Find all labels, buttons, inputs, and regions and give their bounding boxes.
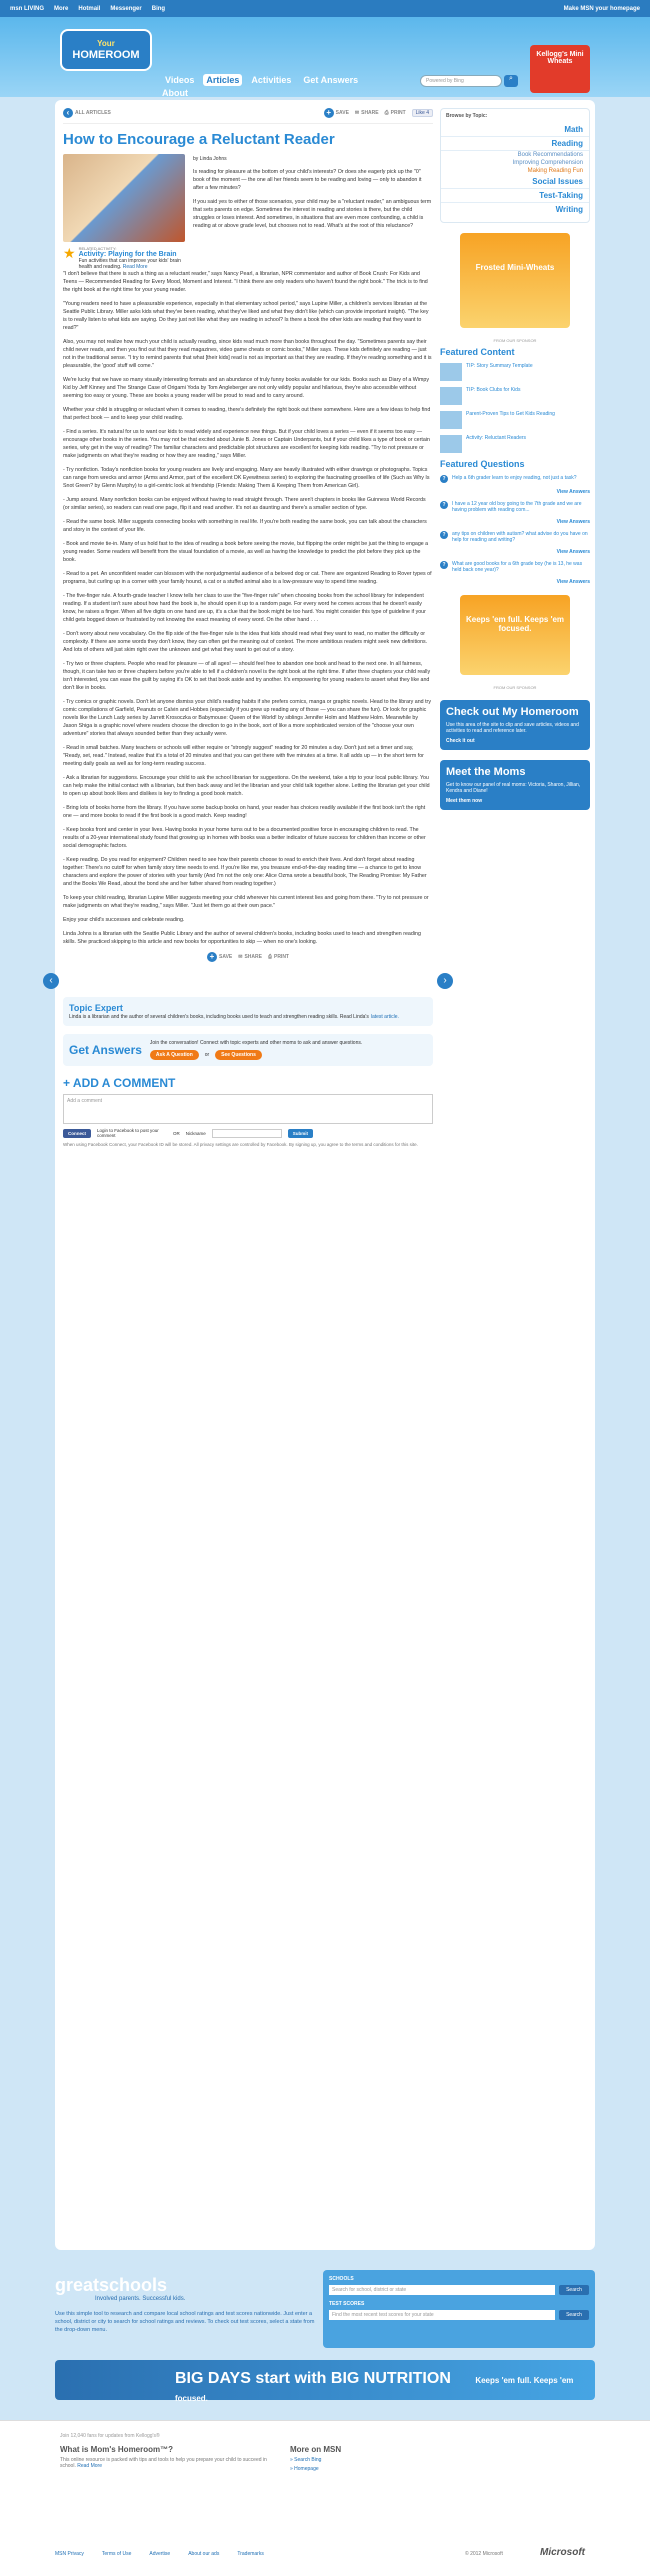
- featured-questions-heading: Featured Questions: [440, 459, 525, 469]
- featured-item[interactable]: [440, 363, 590, 381]
- nickname-label: Nickname: [185, 1130, 206, 1136]
- privacy-link[interactable]: MSN Privacy: [55, 2551, 84, 2557]
- like-count: 4: [426, 110, 429, 116]
- test-scores-select[interactable]: Find the most recent test scores for your state: [329, 2310, 555, 2320]
- main-nav: [162, 74, 361, 86]
- all-articles-link[interactable]: [63, 108, 111, 118]
- related-activity: [63, 246, 185, 270]
- browse-heading: Browse by Topic:: [446, 113, 488, 119]
- featured-thumbnail: [440, 435, 462, 453]
- featured-item-label: Activity: Reluctant Readers: [466, 435, 527, 441]
- what-is-title: What is Mom's Homeroom™?: [60, 2445, 174, 2454]
- article-paragraph: Is reading for pleasure at the bottom of your child's interests? Or does she eagerly pick up the "0" book of the moment — the one all her friends seem to be reading and loving — only to abandon it after a few minutes?: [193, 169, 422, 191]
- question-item[interactable]: [440, 475, 590, 483]
- article-paragraph: - Bring lots of books home from the library. If you have some backup books on hand, your reader has choices readily available if the first book isn't the right one — and more books to read if the first book is a good match. Keep reading!: [63, 805, 426, 819]
- article-paragraph: - Read to a pet. An unconfident reader can blossom with the nonjudgmental audience of a beloved dog or cat. There are organized Reading to Rover types of programs, but curling up in a corner with your family hound, a cat or a stuffed animal also is a low-pressure way to spend time reading.: [63, 571, 432, 585]
- share-icon: ✉: [354, 110, 360, 116]
- get-answers-heading: Get Answers: [69, 1043, 142, 1057]
- question-icon: ?: [440, 561, 448, 569]
- question-text: Help a 6th grader learn to enjoy reading, not just a task?: [452, 475, 577, 481]
- featured-item[interactable]: [440, 435, 590, 453]
- topic-expert-title: Topic Expert: [69, 1003, 123, 1013]
- prev-article-button[interactable]: ‹: [43, 973, 59, 989]
- get-answers-box: [63, 1034, 433, 1066]
- article-paragraph: - Try two or three chapters. People who read for pleasure — of all ages! — should feel free to abandon one book and head to the next one. In all fairness, though, it can take two or three chapters before you're able to tell if a children's novel is the right book at the right time. If after three chapters your child really isn't interested, you can ease the guilt by saying it's OK to set that book aside and try another. It's empowering for young readers to assert what they like and don't like in books.: [63, 661, 431, 691]
- question-icon: ?: [440, 531, 448, 539]
- like-label: Like: [415, 110, 425, 116]
- footer-links: [55, 2551, 264, 2557]
- schools-row: [329, 2285, 589, 2295]
- article-paragraph: "Young readers need to have a pleasurable experience, especially in that elementary school period," says Lupine Miller, a children's services librarian at the Seattle Public Library. Miller asks kids what they've been reading, what they've liked and what they didn't like (which can provide important insight). "The key is to really listen to what kids are saying. Do they just not like what they are reading in school? Is there a book the other kids are reading that they want to read?": [63, 301, 429, 331]
- school-search-button[interactable]: Search: [559, 2285, 589, 2295]
- or-text: OR: [173, 1130, 180, 1136]
- or-text: or: [204, 1052, 210, 1058]
- expert-latest-article-link[interactable]: latest article.: [370, 1014, 399, 1020]
- homepage-link[interactable]: » Homepage: [290, 2466, 319, 2472]
- subtopic-book-recommendations[interactable]: Book Recommendations: [517, 152, 583, 158]
- save-label: SAVE: [335, 110, 349, 116]
- copyright: © 2012 Microsoft: [465, 2551, 503, 2557]
- meet-moms-text: Get to know our panel of real moms: Victoria, Sharon, Jillian, Kendra and Diane!: [446, 782, 581, 794]
- plus-icon: +: [207, 952, 217, 962]
- article-paragraph: - Book and movie tie-in. Many of us hold fast to the idea of reading a book before seeing the movie, but flipping the order might be just the thing to engage a young reader. Some readers will benefit from the visual foundation of a movie, as well as having the knowledge to predict the plot before they pick up the book.: [63, 541, 429, 563]
- get-answers-text: Join the conversation! Connect with topic experts and other moms to ask and answer questions.: [149, 1040, 363, 1046]
- microsoft-logo: Microsoft: [540, 2547, 585, 2558]
- share-button[interactable]: [355, 110, 379, 116]
- topic-math[interactable]: Math: [441, 123, 589, 137]
- mother-daughter-reading-image: [63, 154, 185, 242]
- related-label: RELATED ACTIVITY:: [78, 246, 117, 251]
- facebook-login-text: Login to Facebook to post your comment: [97, 1128, 159, 1138]
- subtopic-making-reading-fun[interactable]: Making Reading Fun: [527, 168, 583, 174]
- make-homepage-link[interactable]: Make MSN your homepage: [563, 5, 640, 12]
- topic-writing[interactable]: Writing: [555, 205, 583, 214]
- my-homeroom-box: [440, 700, 590, 750]
- nickname-input[interactable]: [212, 1129, 282, 1138]
- article-title: How to Encourage a Reluctant Reader: [63, 131, 335, 148]
- search-icon[interactable]: ⌕: [504, 75, 518, 87]
- question-icon: ?: [440, 501, 448, 509]
- byline: by Linda Johns: [193, 156, 227, 162]
- greatschools-logo[interactable]: greatschools: [55, 2275, 168, 2295]
- facebook-connect-button[interactable]: Connect: [63, 1129, 91, 1138]
- featured-item[interactable]: [440, 387, 590, 405]
- article-paragraph: - Don't worry about new vocabulary. On the flip side of the five-finger rule is the idea that kids should read what they want to read, no matter the difficulty or complexity. If there are some words they don't know, they can often get the meaning out of context. The more ambitious readers might seek new definitions. And lots of others will just skim right over the unknown and get what they want to get out of a story.: [63, 631, 428, 653]
- comment-note: When using Facebook Connect, your Facebook ID will be stored. All privacy settings are controlled by Facebook. By signing up, you agree to the terms and conditions for this site.: [63, 1142, 418, 1147]
- featured-item-label: TIP: Story Summary Template: [466, 363, 533, 369]
- meet-the-moms-box: [440, 760, 590, 810]
- about-ads-link[interactable]: About our ads: [188, 2551, 220, 2557]
- add-comment-title: ADD A COMMENT: [72, 1076, 176, 1090]
- article-body: [63, 270, 433, 946]
- featured-item-label: Parent-Proven Tips to Get Kids Reading: [466, 411, 555, 417]
- next-article-button[interactable]: ›: [437, 973, 453, 989]
- share-label: SHARE: [361, 110, 379, 116]
- topbar-link-hotmail[interactable]: Hotmail: [78, 5, 101, 12]
- what-is-text: [60, 2457, 280, 2469]
- view-answers-link[interactable]: View Answers: [556, 579, 590, 585]
- greatschools-description: Use this simple tool to research and compare local school ratings and test scores nationwide. Just enter a school, district or city to search for school ratings and reviews. To check out test scores, select a state from the drop-down menu.: [55, 2311, 315, 2333]
- trademarks-link[interactable]: Trademarks: [237, 2551, 264, 2557]
- view-answers-link[interactable]: View Answers: [556, 549, 590, 555]
- topic-expert-box: [63, 997, 433, 1026]
- featured-thumbnail: [440, 363, 462, 381]
- question-item[interactable]: [440, 531, 590, 543]
- print-icon: ⎙: [267, 954, 272, 960]
- featured-item-label: TIP: Book Clubs for Kids: [466, 387, 521, 393]
- view-answers-link[interactable]: View Answers: [556, 489, 590, 495]
- get-answers-body: [150, 1040, 362, 1060]
- banner-text: BIG DAYS start with BIG NUTRITION: [175, 2370, 451, 2387]
- question-item[interactable]: [440, 561, 590, 573]
- what-is-body: This online resource is packed with tips and tools to help you prepare your child to succeed in school.: [60, 2457, 267, 2469]
- nav-articles[interactable]: Articles: [203, 74, 242, 86]
- my-homeroom-text: Use this area of the site to clip and save articles, videos and activities to read and reference later.: [446, 722, 579, 734]
- nav-videos[interactable]: Videos: [165, 75, 195, 85]
- nav-about[interactable]: About: [162, 88, 188, 98]
- article-paragraph: - The five-finger rule. A fourth-grade teacher I know tells her class to use the "five-finger rule" when choosing books from the school library for independent reading. If a student isn't sure about how hard the book is, he should open it up to a random page. For every word he comes across that he doesn't easily know, he raises a finger. When all five digits on one hand are up, it's a clue that the book might be too hard. You might consider this type of guideline if your child gets bogged down or frustrated by not knowing the exact meaning of every word. On the other hand . . .: [63, 593, 426, 623]
- save-label: SAVE: [219, 954, 233, 960]
- share-icon: ✉: [238, 954, 243, 960]
- ad-label: FROM OUR SPONSOR: [493, 338, 537, 343]
- banner-right-text: Keeps 'em full. Keeps 'em focused.: [175, 2376, 574, 2403]
- comment-section: [63, 1076, 433, 1147]
- ask-question-button[interactable]: Ask A Question: [150, 1050, 199, 1060]
- article-paragraph: - Read the same book. Miller suggests connecting books with something in real life. If you're both reading the same book, you can talk about the characters and story in the context of your life.: [63, 519, 427, 533]
- sidebar-ad-mini-wheats[interactable]: Frosted Mini-Wheats: [460, 233, 570, 328]
- homeroom-logo[interactable]: [60, 29, 152, 71]
- search-bing-link[interactable]: » Search Bing: [290, 2457, 322, 2463]
- share-button-bottom[interactable]: [238, 954, 262, 960]
- related-activity-body: [79, 246, 185, 270]
- article-column: [49, 108, 447, 1147]
- featured-item[interactable]: [440, 411, 590, 429]
- question-text: What are good books for a 6th grade boy (he is 13, he was held back one year)?: [452, 561, 583, 573]
- print-icon: ⎙: [384, 110, 389, 116]
- featured-thumbnail: [440, 411, 462, 429]
- article-paragraph: Whether your child is struggling or reluctant when it comes to reading, there's definitely the right book out there somewhere. Here are a few ideas to help find that perfect book — and to keep your child reading.: [63, 407, 431, 421]
- browse-topics: [440, 108, 590, 223]
- see-questions-button[interactable]: See Questions: [215, 1050, 262, 1060]
- intro-left: [63, 154, 185, 270]
- search-input[interactable]: Powered by Bing: [420, 75, 502, 87]
- bottom-banner-ad[interactable]: [55, 2360, 595, 2403]
- more-on-msn: [290, 2445, 341, 2472]
- plus-icon: +: [324, 108, 334, 118]
- question-text: I have a 12 year old boy going to the 7th grade and we are having problem with reading com...: [452, 501, 582, 513]
- sponsor-ad[interactable]: Kellogg's Mini Wheats: [530, 45, 590, 93]
- article-paragraph: "I don't believe that there is such a thing as a reluctant reader," says Nancy Pearl, a librarian, NPR commentator and author of Book Crush: For Kids and Teens — Recommended Reading for Every Mood, Moment and Interest. "I think there are only readers who haven't found the right book." The trick is to find the right book at the right time for your young reader.: [63, 271, 428, 293]
- article-paragraph: - Find a series. It's natural for us to want our kids to read widely and experience new things. But if your child loves a series — even if it seems too easy — encourage other books in the series. You may not be that excited about Junie B. Jones or Captain Underpants, but if your child likes a type of book or certain series, why get in the way of reading? The familiar characters and predictable plot structures are excellent for keeping kids reading. "Try to not pressure or make judgments on what they're reading or how they are reading," says Miller.: [63, 429, 430, 459]
- view-answers-link[interactable]: View Answers: [556, 519, 590, 525]
- logo-text-homeroom: HOMEROOM: [72, 48, 140, 61]
- question-item[interactable]: [440, 501, 590, 513]
- article-paragraph: Also, you may not realize how much your child is actually reading, since kids read much more than books throughout the day. "Sometimes parents say their child never reads, and then you find out that they read magazines, video game cheats or comic books," Miller says. These kids definitely are reading — just not in the traditional sense. "I try to remind parents that what [their kids] read is not as important as that they are reading. If they're reading something and it is pleasurable, the 'good' stuff will come.": [63, 339, 432, 369]
- nav-activities[interactable]: Activities: [251, 75, 292, 85]
- topic-test-taking[interactable]: Test-Taking: [441, 189, 589, 203]
- article-paragraph: Enjoy your child's successes and celebrate reading.: [63, 917, 185, 923]
- article-paragraph: If you said yes to either of those scenarios, your child may be a "reluctant reader," an ambiguous term that sets parents on edge. Sometimes the interest in reading and stories is there, but the child struggles or loses interest. And sometimes, in situations that are even more confounding, a child is reading at or above grade level, but chooses not to read. What's at the root of this reluctance?: [193, 199, 432, 229]
- article-pager: [43, 973, 453, 989]
- sidebar-ad-keeps-em-full[interactable]: Keeps 'em full. Keeps 'em focused.: [460, 595, 570, 675]
- ad-label: FROM OUR SPONSOR: [493, 685, 537, 690]
- terms-link[interactable]: Terms of Use: [101, 2551, 132, 2557]
- print-label: PRINT: [390, 110, 406, 116]
- print-label: PRINT: [273, 954, 289, 960]
- article-intro: [63, 154, 433, 270]
- comment-login-row: [63, 1128, 433, 1138]
- article-toolbar: [63, 108, 433, 124]
- share-label: SHARE: [244, 954, 262, 960]
- question-text: any tips on children with autism? what advise do you have on help for reading and writing?: [452, 531, 588, 543]
- related-title[interactable]: Activity: Playing for the Brain: [78, 251, 177, 258]
- article-bottom-toolbar: [63, 952, 433, 967]
- what-is-homeroom: [60, 2445, 280, 2469]
- save-button-bottom[interactable]: [207, 952, 232, 962]
- star-icon: ★: [63, 245, 76, 261]
- more-on-msn-title: More on MSN: [290, 2445, 342, 2454]
- article-paragraph: - Try comics or graphic novels. Don't let anyone dismiss your child's reading habits if she prefers comics, manga or graphic novels. Head to the library and try comic compilations of Garfield, Peanuts or Calvin and Hobbes (especially if you grew up reading any of those — you can share the fun). Or look for graphic novels like the Lunch Lady series by Jarrett Krosoczka or Babymouse: Queen of the World! by siblings Jennifer Holm and Matthew Holm. Meanwhile by Jason Shiga is a graphic novel where readers choose the direction to go in the book, sort of like a more sophisticated version of the "choose your own adventure" stories that always sounded better than they actually were.: [63, 699, 431, 737]
- article-paragraph: To keep your child reading, librarian Lupine Miller suggests meeting your child wherever his current interest lies and going from there. "Try to not pressure or make judgments on what they're reading," says Miller. "Just let them go at their own pace.": [63, 895, 429, 909]
- featured-thumbnail: [440, 387, 462, 405]
- my-homeroom-title: Check out My Homeroom: [446, 706, 579, 718]
- greatschools-tagline: Involved parents. Successful kids.: [95, 2296, 186, 2302]
- hero-header: [0, 17, 650, 97]
- subtopic-improving-comprehension[interactable]: Improving Comprehension: [512, 160, 583, 166]
- msn-topbar: [0, 0, 650, 17]
- footer: [0, 2420, 650, 2572]
- back-icon: ‹: [63, 108, 73, 118]
- question-icon: ?: [440, 475, 448, 483]
- article-paragraph: - Try nonfiction. Today's nonfiction books for young readers are lively and engaging. Many are heavily illustrated with either drawings or photographs. Topics can range from wrecks and armor (Arms and Armor, part of the excellent DK Eyewitness series) to exploring the fascinating groseilles of life (Such as Why Is Snot Green? by Glenn Murphy) to a girl-centric look at friendship (Friends: Making Them & Keeping Them from American Girl).: [63, 467, 430, 489]
- print-button[interactable]: [385, 110, 406, 116]
- topic-reading[interactable]: Reading: [441, 137, 589, 151]
- facebook-fans-text: Join 12,040 fans for updates from Kellogg's®: [60, 2433, 160, 2439]
- related-desc: Fun activities that can improve your kids' brain health and reading.: [78, 258, 181, 270]
- print-button-bottom[interactable]: [268, 954, 289, 960]
- advertise-link[interactable]: Advertise: [149, 2551, 171, 2557]
- greatschools-module: [55, 2270, 595, 2350]
- intro-right: [193, 154, 433, 270]
- topic-expert-text: Linda is a librarian and the author of several children's books, including books used to teach and strengthen reading skills. Read Linda's: [69, 1014, 369, 1020]
- article-paragraph: - Jump around. Many nonfiction books can be enjoyed without having to read straight through. There aren't chapters in books like Guinness World Records (or similar series), so readers can read one page, flip it and read another. It's not as daunting and there's a smaller section of type.: [63, 497, 426, 511]
- article-paragraph: Linda Johns is a librarian with the Seattle Public Library and the author of several children's books, including books used to teach and strengthen reading skills. She practiced skipping to this article and now books for opportunities to skip — when no one's looking.: [63, 931, 421, 945]
- msn-living-logo[interactable]: msn LIVING: [10, 5, 45, 12]
- what-is-read-more-link[interactable]: Read More: [77, 2463, 102, 2469]
- sidebar: [440, 108, 590, 810]
- save-button[interactable]: [324, 108, 349, 118]
- article-paragraph: - Keep reading. Do you read for enjoyment? Children need to see how their parents choose to read to enrich their lives. And don't forget about reading together: There's no cutoff for when family story time needs to end. If you're like me, you treasure end-of-the-day reading time — a chance to get to know characters and explore the power of stories with your family (And I'm not the only one: Alice Ozma wrote a beautiful book, The Reading Promise: My Father and the Books We Read, about the bond she and her father shared from reading together.): [63, 857, 427, 887]
- article-paragraph: - Ask a librarian for suggestions. Encourage your child to ask the school librarian for suggestions. On the weekend, take a trip to your local public library. You can help make the initial contact with a librarian, but then back away and let the librarian and your child talk together alone. Letting the librarian get your child to open up about book likes and dislikes is key to finding a good book match.: [63, 775, 430, 797]
- schools-label: SCHOOLS: [329, 2276, 354, 2282]
- facebook-like-button[interactable]: [412, 109, 433, 117]
- nav-get-answers[interactable]: Get Answers: [303, 75, 359, 85]
- greatschools-search-form: [323, 2270, 595, 2348]
- school-search-input[interactable]: Search for school, district or state: [329, 2285, 555, 2295]
- all-articles-label: ALL ARTICLES: [75, 110, 111, 116]
- topic-social-issues[interactable]: Social Issues: [441, 175, 589, 189]
- related-read-more-link[interactable]: Read More: [122, 264, 148, 270]
- page-panel: [49, 100, 595, 2250]
- tests-row: [329, 2310, 589, 2320]
- article-paragraph: We're lucky that we have so many visually interesting formats and an abundance of truly funny books available for our kids. Books such as Diary of a Wimpy Kid by Jeff Kinney and The Strange Case of Origami Yoda by Tom Angleberger are not only wildly popular and hilarious, they're also accessible without seeming too easy or young. These are books a young reader will be proud to read and to carry around.: [63, 377, 429, 399]
- submit-comment-button[interactable]: Submit: [288, 1129, 313, 1138]
- meet-them-link[interactable]: Meet them now: [446, 798, 483, 804]
- topbar-link-messenger[interactable]: Messenger: [110, 5, 142, 12]
- featured-content-heading: Featured Content: [440, 347, 515, 357]
- test-scores-label: TEST SCORES: [329, 2301, 365, 2307]
- article-paragraph: - Keep books front and center in your lives. Having books in your home turns out to be a documented positive force in encouraging children to read. The results of a 20-year international study found that growing up in homes with books was a better indicator of future success for children than income or other social demographic factors.: [63, 827, 426, 849]
- check-it-out-link[interactable]: Check it out: [446, 738, 475, 744]
- test-scores-search-button[interactable]: Search: [559, 2310, 589, 2320]
- logo-text-your: Your: [97, 39, 115, 48]
- topbar-link-bing[interactable]: Bing: [151, 5, 166, 12]
- comment-textarea[interactable]: Add a comment: [63, 1094, 433, 1124]
- meet-moms-title: Meet the Moms: [446, 766, 526, 778]
- add-comment-heading: + ADD A COMMENT: [63, 1076, 176, 1090]
- article-paragraph: - Read in small batches. Many teachers or schools will either require or "strongly suggest" reading for 20 minutes a day. Don't just set a timer and say, "Ready, set, read." Instead, realize that it's a total of 20 minutes and that you can get there with five minutes at a time. It all adds up — in the short term for meeting daily goals as well as for long-term reading success.: [63, 745, 424, 767]
- topbar-link-more[interactable]: More: [54, 5, 69, 12]
